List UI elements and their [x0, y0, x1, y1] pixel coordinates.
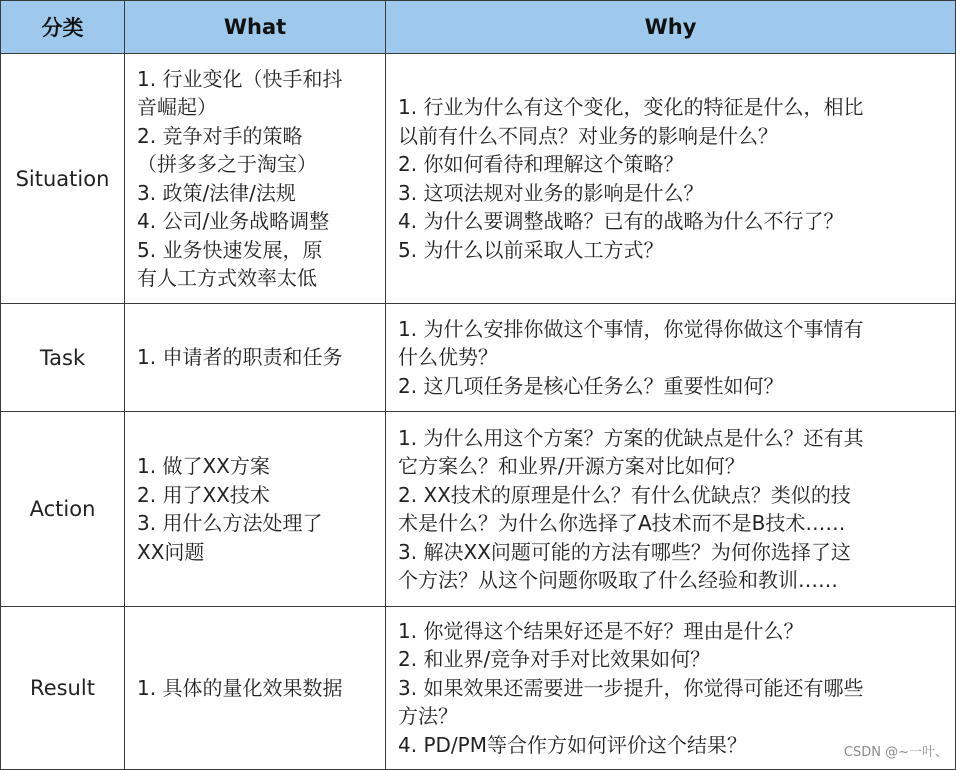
- why-line: 2. 和业界/竞争对手对比效果如何？: [398, 647, 711, 672]
- what-line: （拼多多之于淘宝）: [137, 152, 317, 176]
- why-line: 5. 为什么以前采取人工方式？: [398, 237, 664, 262]
- why-line: 4. 为什么要调整战略？已有的战略为什么不行了？: [398, 209, 844, 233]
- why-cell: [386, 412, 956, 607]
- what-cell: [125, 54, 386, 304]
- why-cell: [386, 304, 956, 412]
- what-line: 4. 公司/业务战略调整: [137, 209, 330, 233]
- why-line: 4. PD/PM等合作方如何评价这个结果？: [398, 732, 747, 757]
- header-category: 分类: [1, 1, 125, 54]
- why-line: 3. 解决XX问题可能的方法有哪些？为何你选择了这: [398, 539, 851, 564]
- why-line: 个方法？从这个问题你吸取了什么经验和教训……: [398, 568, 838, 592]
- why-line: 3. 这项法规对业务的影响是什么？: [398, 180, 704, 205]
- what-cell: [125, 412, 386, 607]
- why-line: 3. 如果效果还需要进一步提升，你觉得可能还有哪些: [398, 675, 864, 700]
- why-line: 1. 行业为什么有这个变化，变化的特征是什么，相比: [398, 95, 864, 119]
- what-line: 3. 政策/法律/法规: [137, 180, 296, 205]
- why-line: 方法？: [398, 704, 458, 729]
- what-line: 1. 申请者的职责和任务: [137, 345, 343, 370]
- what-line: 音崛起）: [137, 95, 217, 119]
- what-line: 2. 用了XX技术: [137, 482, 270, 507]
- row-situation: [1, 54, 956, 304]
- why-line: 2. XX技术的原理是什么？有什么优缺点？类似的技: [398, 482, 851, 507]
- header-what: What: [125, 1, 386, 54]
- what-line: 1. 行业变化（快手和抖: [137, 66, 343, 91]
- category-cell: Result: [1, 607, 125, 770]
- what-line: 3. 用什么方法处理了: [137, 511, 323, 535]
- watermark: CSDN @~一叶、: [843, 745, 948, 760]
- what-line: 1. 具体的量化效果数据: [137, 675, 343, 700]
- what-line: 5. 业务快速发展，原: [137, 237, 323, 262]
- why-line: 1. 你觉得这个结果好还是不好？理由是什么？: [398, 618, 804, 643]
- category-cell: Task: [1, 304, 125, 412]
- why-cell: [386, 54, 956, 304]
- what-cell: [125, 304, 386, 412]
- row-action: [1, 412, 956, 607]
- what-line: 2. 竞争对手的策略: [137, 123, 303, 148]
- why-line: 术是什么？为什么你选择了A技术而不是B技术……: [398, 511, 846, 535]
- why-line: 什么优势？: [398, 345, 498, 370]
- why-line: 它方案么？和业界/开源方案对比如何？: [398, 454, 745, 478]
- category-cell: Action: [1, 412, 125, 607]
- header-row: [1, 1, 956, 54]
- why-line: 2. 你如何看待和理解这个策略？: [398, 152, 684, 176]
- header-why: Why: [386, 1, 956, 54]
- row-result: [1, 607, 956, 770]
- why-line: 1. 为什么安排你做这个事情，你觉得你做这个事情有: [398, 316, 864, 341]
- why-line: 1. 为什么用这个方案？方案的优缺点是什么？还有其: [398, 425, 864, 450]
- what-line: XX问题: [137, 539, 205, 564]
- what-cell: [125, 607, 386, 770]
- row-task: [1, 304, 956, 412]
- what-line: 1. 做了XX方案: [137, 454, 270, 478]
- what-line: 有人工方式效率太低: [137, 266, 317, 290]
- category-cell: Situation: [1, 54, 125, 304]
- why-line: 以前有什么不同点？对业务的影响是什么？: [398, 123, 778, 148]
- why-line: 2. 这几项任务是核心任务么？重要性如何？: [398, 373, 784, 398]
